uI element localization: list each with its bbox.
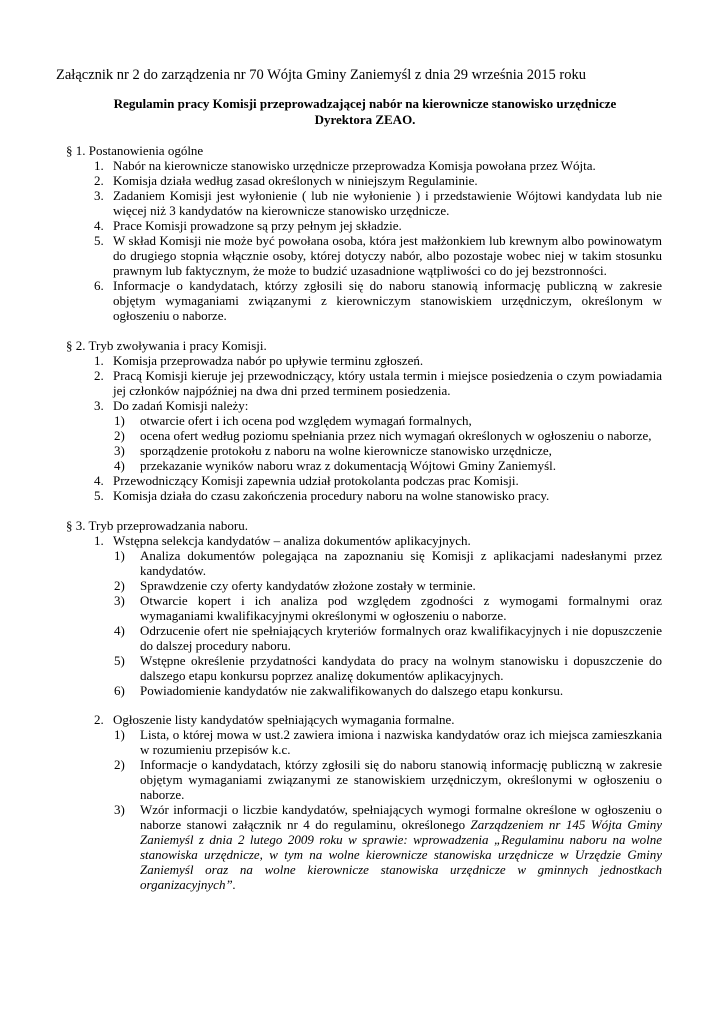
candidate-list-announcement-list	[66, 727, 662, 892]
item-number: 2)	[114, 428, 125, 443]
item-number: 4.	[94, 218, 104, 233]
commission-tasks-list	[66, 413, 662, 473]
item-number: 2)	[114, 757, 125, 772]
ordinance-reference: Zarządzeniem nr 145 Wójta Gminy Zaniemyśl z dnia 2 lutego 2009 roku w sprawie: wprowadzenia „Regulaminu naboru na wolne stanowiska urzędnicze, w tym na wolne kierownicze stanowiska urzędnicze w Urzędzie Gminy Zaniemyśl oraz na wolne kierownicze stanowiska urzędnicze w gminnych jednostkach organizacyjnych”.	[140, 817, 662, 892]
section-3-heading: § 3. Tryb przeprowadzania naboru.	[66, 518, 248, 533]
list-item	[66, 593, 662, 623]
item-number: 2.	[94, 712, 104, 727]
item-text: Informacje o kandydatach, którzy zgłosili się do naboru stanowią informację publiczną w zakresie objętym wymaganiami związanymi ze stanowiskiem urzędniczym, określonymi w ogłoszeniu o naborze.	[140, 757, 662, 802]
item-text: przekazanie wyników naboru wraz z dokumentacją Wójtowi Gminy Zaniemyśl.	[140, 458, 556, 473]
list-item	[66, 533, 662, 548]
section-1-list	[66, 158, 662, 323]
list-item	[66, 233, 662, 278]
item-number: 3)	[114, 443, 125, 458]
item-number: 6.	[94, 278, 104, 293]
item-number: 1.	[94, 533, 104, 548]
item-text: Wzór informacji o liczbie kandydatów, spełniających wymogi formalne określone w ogłoszeniu o naborze stanowi załącznik nr 4 do regulaminu, określonego	[140, 802, 662, 832]
section-3	[66, 518, 662, 892]
item-text: sporządzenie protokołu z naboru na wolne kierownicze stanowisko urzędnicze,	[140, 443, 552, 458]
item-number: 1.	[94, 158, 104, 173]
list-item	[66, 173, 662, 188]
item-number: 3)	[114, 802, 125, 817]
preliminary-selection-list	[66, 548, 662, 698]
section-3-list	[66, 533, 662, 548]
item-text: Wstępne określenie przydatności kandydata do pracy na wolnym stanowisku i dopuszczenie do dalszego etapu konkursu poprzez analizę dokumentów aplikacyjnych.	[140, 653, 662, 683]
document-body	[66, 143, 662, 907]
list-item	[66, 473, 662, 488]
item-text: Sprawdzenie czy oferty kandydatów złożone zostały w terminie.	[140, 578, 476, 593]
regulation-heading-line-2: Dyrektora ZEAO.	[314, 112, 416, 127]
item-number: 1)	[114, 548, 125, 563]
item-text: otwarcie ofert i ich ocena pod względem wymagań formalnych,	[140, 413, 472, 428]
item-text: Lista, o której mowa w ust.2 zawiera imiona i nazwiska kandydatów oraz ich miejsca zamieszkania w rozumieniu przepisów k.c.	[140, 727, 662, 757]
section-2-list-cont	[66, 473, 662, 503]
list-item	[66, 158, 662, 173]
regulation-heading-line-1: Regulamin pracy Komisji przeprowadzającej nabór na kierownicze stanowisko urzędnicze	[113, 96, 617, 111]
item-text: W skład Komisji nie może być powołana osoba, która jest małżonkiem lub krewnym albo powinowatym do drugiego stopnia włącznie osoby, której dotyczy nabór, albo pozostaje wobec niej w takim stosunku prawnym lub faktycznym, że może to budzić uzasadnione wątpliwości co do jej bezstronności.	[113, 233, 662, 278]
list-item	[66, 443, 662, 458]
item-text: Pracą Komisji kieruje jej przewodniczący, który ustala termin i miejsce posiedzenia o czym powiadamia jej członków najpóźniej na dwa dni przed terminem posiedzenia.	[113, 368, 662, 398]
list-item	[66, 578, 662, 593]
item-text: Ogłoszenie listy kandydatów spełniających wymagania formalne.	[113, 712, 455, 727]
item-number: 5)	[114, 653, 125, 668]
section-2-heading: § 2. Tryb zwoływania i pracy Komisji.	[66, 338, 267, 353]
list-item	[66, 188, 662, 218]
list-item	[66, 413, 662, 428]
regulation-heading	[80, 96, 650, 128]
attachment-title: Załącznik nr 2 do zarządzenia nr 70 Wójta Gminy Zaniemyśl z dnia 29 września 2015 roku	[56, 67, 587, 83]
item-text: Do zadań Komisji należy:	[113, 398, 249, 413]
item-number: 3)	[114, 593, 125, 608]
list-item	[66, 458, 662, 473]
item-text: Nabór na kierownicze stanowisko urzędnicze przeprowadza Komisja powołana przez Wójta.	[113, 158, 596, 173]
item-number: 2.	[94, 173, 104, 188]
item-number: 5.	[94, 233, 104, 248]
item-text: Komisja działa według zasad określonych w niniejszym Regulaminie.	[113, 173, 478, 188]
item-text: Prace Komisji prowadzone są przy pełnym jej składzie.	[113, 218, 402, 233]
section-1-heading: § 1. Postanowienia ogólne	[66, 143, 204, 158]
item-text: Informacje o kandydatach, którzy zgłosili się do naboru stanowią informację publiczną w zakresie objętym wymaganiami związanymi z kierowniczym stanowiskiem urzędniczym, określonym w ogłoszeniu o naborze.	[113, 278, 662, 323]
item-text: Przewodniczący Komisji zapewnia udział protokolanta podczas prac Komisji.	[113, 473, 519, 488]
list-item	[66, 368, 662, 398]
item-number: 3.	[94, 188, 104, 203]
section-1	[66, 143, 662, 323]
item-number: 4.	[94, 473, 104, 488]
item-number: 6)	[114, 683, 125, 698]
list-item	[66, 653, 662, 683]
item-number: 2.	[94, 368, 104, 383]
item-number: 4)	[114, 458, 125, 473]
section-2	[66, 338, 662, 503]
section-2-list	[66, 353, 662, 413]
item-text: Komisja działa do czasu zakończenia procedury naboru na wolne stanowisko pracy.	[113, 488, 550, 503]
item-text: Zadaniem Komisji jest wyłonienie ( lub nie wyłonienie ) i przedstawienie Wójtowi kandydata lub nie więcej niż 3 kandydatów na kierownicze stanowisko urzędnicze.	[113, 188, 662, 218]
list-item	[66, 727, 662, 757]
item-number: 1)	[114, 413, 125, 428]
list-item	[66, 278, 662, 323]
list-item	[66, 353, 662, 368]
item-number: 5.	[94, 488, 104, 503]
section-3-list-cont	[66, 712, 662, 727]
item-text: Analiza dokumentów polegająca na zapoznaniu się Komisji z aplikacjami nadesłanymi przez kandydatów.	[140, 548, 662, 578]
item-text: Wstępna selekcja kandydatów – analiza dokumentów aplikacyjnych.	[113, 533, 471, 548]
list-item	[66, 398, 662, 413]
spacer	[66, 698, 662, 712]
list-item	[66, 488, 662, 503]
list-item	[66, 218, 662, 233]
item-number: 1)	[114, 727, 125, 742]
item-number: 4)	[114, 623, 125, 638]
list-item	[66, 712, 662, 727]
item-text: Odrzucenie ofert nie spełniających kryteriów formalnych oraz kwalifikacyjnych i nie dopuszczenie do dalszej procedury naboru.	[140, 623, 662, 653]
list-item	[66, 683, 662, 698]
item-text: Komisja przeprowadza nabór po upływie terminu zgłoszeń.	[113, 353, 424, 368]
list-item	[66, 802, 662, 892]
list-item	[66, 623, 662, 653]
item-text: Powiadomienie kandydatów nie zakwalifikowanych do dalszego etapu konkursu.	[140, 683, 564, 698]
list-item	[66, 548, 662, 578]
item-number: 3.	[94, 398, 104, 413]
list-item	[66, 757, 662, 802]
item-number: 2)	[114, 578, 125, 593]
list-item	[66, 428, 662, 443]
item-text: ocena ofert według poziomu spełniania przez nich wymagań określonych w ogłoszeniu o naborze,	[140, 428, 652, 443]
item-number: 1.	[94, 353, 104, 368]
item-text: Otwarcie kopert i ich analiza pod względem zgodności z wymogami formalnymi oraz wymaganiami kwalifikacyjnymi określonymi w ogłoszeniu o naborze.	[140, 593, 662, 623]
